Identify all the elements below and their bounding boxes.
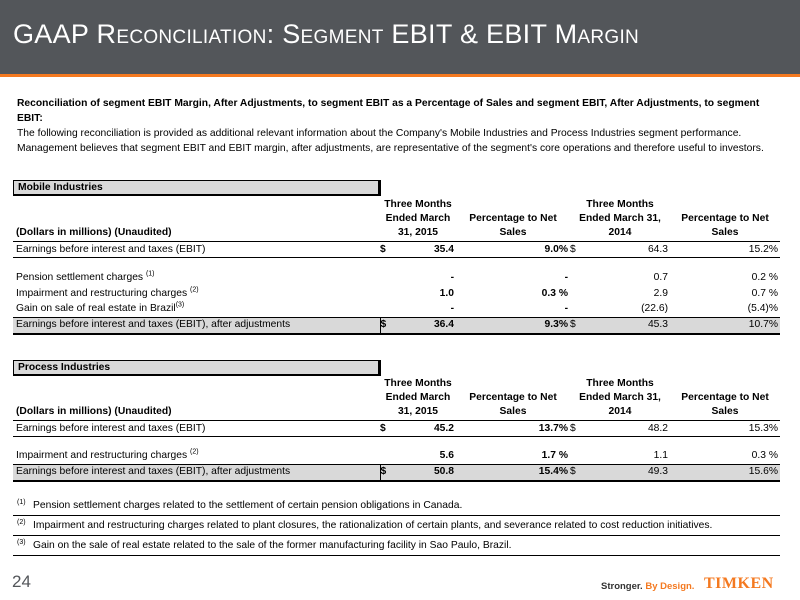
- pct-2015: -: [564, 271, 568, 283]
- currency-symbol: $: [380, 318, 392, 334]
- footnote-text: Pension settlement charges related to the settlement of certain pension obligations in Canada.: [33, 500, 463, 511]
- footnote-1: $^{(1)}$ Pension settlement charges related to the settlement of certain pension obligations in Canada.: [13, 497, 780, 516]
- column-header-period-2014: Three Months Ended March 31, 2014: [570, 377, 670, 421]
- pct-2014: 0.2 %: [751, 271, 778, 283]
- value-2014: 2.9: [653, 287, 668, 299]
- header-bar: [0, 0, 800, 74]
- pct-2014: 0.3 %: [751, 450, 778, 462]
- intro-text: [17, 96, 783, 156]
- header-accent-rule: [0, 74, 800, 77]
- currency-symbol: $: [380, 242, 392, 258]
- mobile-industries-table: [13, 198, 780, 335]
- footnote-marker: (3): [175, 301, 185, 309]
- pct-2014: 15.3%: [670, 421, 780, 437]
- page-title: GAAP Reconciliation: Segment EBIT & EBIT Margin: [13, 19, 640, 49]
- section-title-process: Process Industries: [13, 360, 381, 376]
- column-header-pct-2015: Percentage to Net Sales: [456, 198, 570, 242]
- table-header-row: [13, 198, 780, 242]
- table-row-total: [13, 465, 780, 481]
- pct-2015: 9.3%: [456, 318, 570, 334]
- table-header-row: [13, 377, 780, 421]
- currency-symbol: $: [570, 465, 582, 481]
- tagline: Stronger. By Design.: [601, 581, 695, 592]
- row-label: Gain on sale of real estate in Brazil$^{(3)}$: [16, 301, 185, 315]
- value-2014: 64.3: [582, 242, 670, 258]
- value-2014: 1.1: [653, 450, 668, 462]
- row-label: Pension settlement charges $^{(1)}$: [16, 270, 155, 283]
- table-row: [13, 449, 780, 465]
- row-label: Impairment and restructuring charges $^{(2)}$: [16, 286, 199, 299]
- footnote-marker: (2): [190, 286, 199, 294]
- value-2014: 48.2: [582, 421, 670, 437]
- value-2015: -: [450, 303, 454, 315]
- value-2014: (22.6): [641, 303, 668, 315]
- column-header-pct-2015: Percentage to Net Sales: [456, 377, 570, 421]
- pct-2014: (5.4)%: [747, 303, 778, 315]
- process-industries-table: [13, 377, 780, 482]
- footnote-marker: (2): [190, 448, 199, 456]
- row-label: Earnings before interest and taxes (EBIT), after adjustments: [13, 318, 380, 334]
- pct-2014: 10.7%: [670, 318, 780, 334]
- currency-symbol: $: [570, 421, 582, 437]
- intro-heading: Reconciliation of segment EBIT Margin, After Adjustments, to segment EBIT as a Percentage of Sales and segment EBIT, After Adjustments, to segment EBIT:: [17, 98, 760, 124]
- column-header-pct-2014: Percentage to Net Sales: [670, 198, 780, 242]
- currency-symbol: $: [570, 318, 582, 334]
- table-row: [13, 270, 780, 286]
- pct-2014: 15.2%: [670, 242, 780, 258]
- row-label: Impairment and restructuring charges $^{(2)}$: [16, 448, 199, 462]
- pct-2015: 13.7%: [456, 421, 570, 437]
- pct-2014: 0.7 %: [751, 287, 778, 299]
- pct-2015: 9.0%: [456, 242, 570, 258]
- column-header-period-2014: Three Months Ended March 31, 2014: [570, 198, 670, 242]
- footnote-text: Impairment and restructuring charges related to plant closures, the rationalization of certain plants, and severance related to cost reduction initiatives.: [33, 520, 713, 531]
- value-2015: 36.4: [392, 318, 456, 334]
- intro-body: The following reconciliation is provided as additional relevant information about the Company's Mobile Industries and Process Industries segment performance. Management believes that segment EBIT and EBIT margin, after adjustments, are representative of the segment's core operations and therefore useful to investors.: [17, 128, 764, 154]
- currency-symbol: $: [380, 421, 392, 437]
- value-2015: 5.6: [439, 450, 454, 462]
- row-label: Earnings before interest and taxes (EBIT): [13, 242, 380, 258]
- table-row-ebit: [13, 421, 780, 437]
- pct-2015: 1.7 %: [541, 450, 568, 462]
- column-header-pct-2014: Percentage to Net Sales: [670, 377, 780, 421]
- value-2015: -: [450, 271, 454, 283]
- footnote-2: $^{(2)}$ Impairment and restructuring charges related to plant closures, the rationalization of certain plants, and severance related to cost reduction initiatives.: [13, 517, 780, 536]
- table-row: [13, 286, 780, 302]
- row-label: Earnings before interest and taxes (EBIT): [13, 421, 380, 437]
- table-row-total: [13, 318, 780, 334]
- currency-symbol: $: [380, 465, 392, 481]
- value-2014: 45.3: [582, 318, 670, 334]
- pct-2015: 15.4%: [456, 465, 570, 481]
- column-header-period-2015: Three Months Ended March 31, 2015: [380, 377, 456, 421]
- value-2015: 1.0: [439, 287, 454, 299]
- column-header-period-2015: Three Months Ended March 31, 2015: [380, 198, 456, 242]
- footnote-marker: (1): [145, 270, 155, 278]
- value-2014: 0.7: [653, 271, 668, 283]
- table-row: [13, 302, 780, 318]
- footnote-text: Gain on the sale of real estate related to the sale of the former manufacturing facility in Sao Paulo, Brazil.: [33, 540, 512, 551]
- value-2014: 49.3: [582, 465, 670, 481]
- table-row-ebit: [13, 242, 780, 258]
- column-header-label: (Dollars in millions) (Unaudited): [13, 198, 380, 242]
- value-2015: 50.8: [392, 465, 456, 481]
- value-2015: 35.4: [392, 242, 456, 258]
- column-header-label: (Dollars in millions) (Unaudited): [13, 377, 380, 421]
- footnote-3: $^{(3)}$ Gain on the sale of real estate related to the sale of the former manufacturing facility in Sao Paulo, Brazil.: [13, 537, 780, 556]
- currency-symbol: $: [570, 242, 582, 258]
- spacer-row: [13, 437, 780, 449]
- pct-2015: 0.3 %: [541, 287, 568, 299]
- row-label: Earnings before interest and taxes (EBIT), after adjustments: [13, 465, 380, 481]
- pct-2015: -: [564, 303, 568, 315]
- page-number: 24: [12, 572, 31, 591]
- value-2015: 45.2: [392, 421, 456, 437]
- spacer-row: [13, 258, 780, 270]
- section-title-mobile: Mobile Industries: [13, 180, 381, 196]
- timken-logo: TIMKEN: [704, 575, 774, 592]
- pct-2014: 15.6%: [670, 465, 780, 481]
